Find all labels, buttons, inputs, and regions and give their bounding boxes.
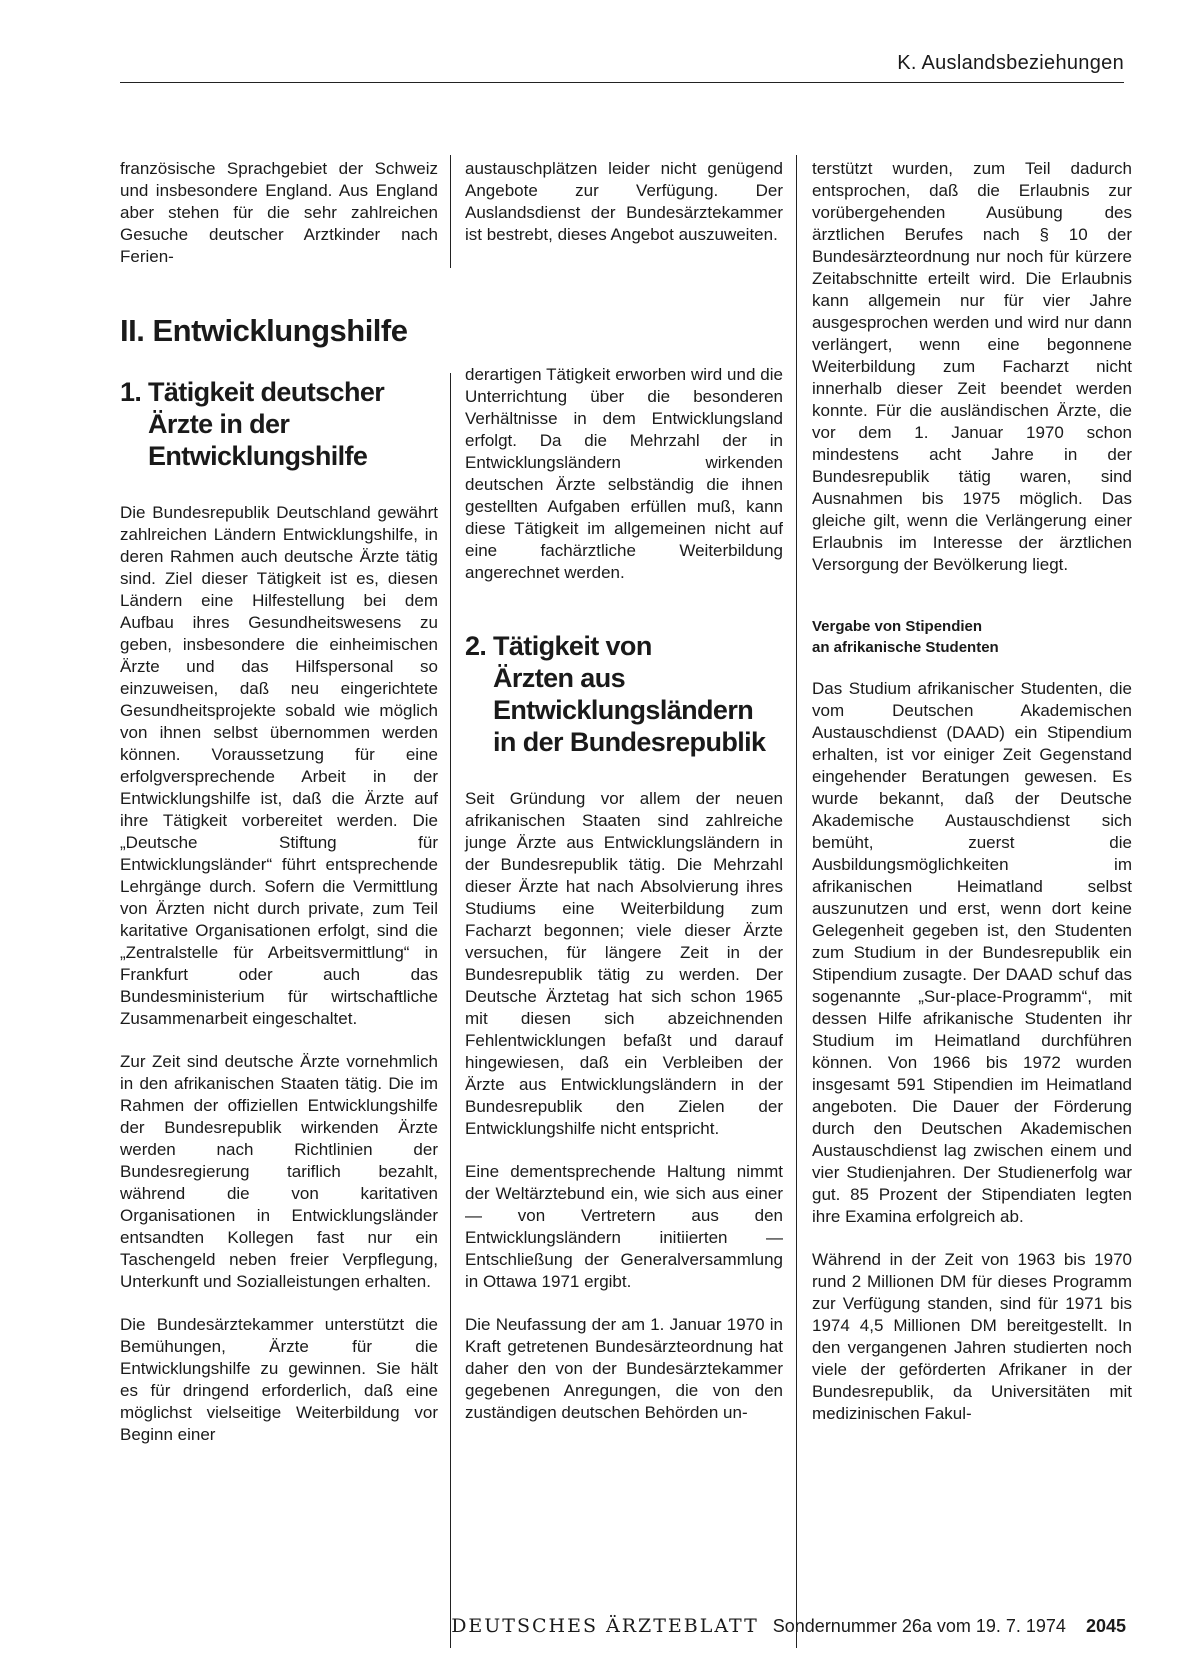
paragraph: Das Studium afrikanischer Studenten, die vom Deutschen Akademischen Austauschdienst (DAAD) ein Stipendium erhalten, ist vor einiger Zeit Gegenstand eingehender Beratungen gewesen. Es wurde bekannt, daß der Deutsche Akademische Austauschdienst sich bemüht, zuerst die Ausbildungsmöglichkeiten im afrikanischen Heimatland selbst auszunutzen und erst, wenn dort keine Gelegenheit gegeben ist, den Studenten zum Studium in der Bundesrepublik ein Stipendium zusagte. Der DAAD schuf das sogenannte „Sur-place-Programm“, mit dessen Hilfe afrikanische Studenten ihr Studium im Heimatland durchführen können. Von 1966 bis 1972 wurden insgesamt 591 Stipendien im Heimatland angeboten. Die Dauer der Förderung durch den Deutschen Akademischen Austauschdienst lag zwischen einem und vier Studienjahren. Der Studienerfolg war gut. 85 Prozent der Stipendiaten legten ihre Examina erfolgreich ab. bbox=[812, 679, 1132, 1226]
paragraph: Die Bundesärztekammer unterstützt die Bemühungen, Ärzte für die Entwicklungshilfe zu gewinnen. Sie hält es für dringend erforderlich, daß eine möglichst vielseitige Weiterbildung vor Beginn einer bbox=[120, 1315, 438, 1444]
subsection-heading-line: Entwicklungshilfe bbox=[148, 441, 368, 471]
column-rule-left-upper bbox=[450, 155, 451, 268]
column-1 bbox=[120, 158, 438, 1467]
running-head: K. Auslandsbeziehungen bbox=[897, 52, 1124, 74]
subheading bbox=[812, 616, 1132, 658]
section-heading: II. Entwicklungshilfe bbox=[120, 313, 408, 348]
header-rule bbox=[120, 82, 1124, 83]
paragraph: Zur Zeit sind deutsche Ärzte vornehmlich in den afrikanischen Staaten tätig. Die im Rahmen der offiziellen Entwicklungshilfe der Bundesrepublik wirkenden Ärzte werden nach Richtlinien der Bundesregierung tariflich bezahlt, während die von karitativen Organisationen in Entwicklungsländer entsandten Kollegen fast nur ein Taschengeld neben freier Verpflegung, Unterkunft und Sozialleistungen erhalten. bbox=[120, 1052, 438, 1291]
column-rule-left-lower bbox=[450, 373, 451, 1648]
column-rule-right bbox=[796, 155, 797, 1648]
paragraph: Eine dementsprechende Haltung nimmt der Weltärztebund ein, wie sich aus einer — von Vertretern aus den Entwicklungsländern initiierten — Entschließung der Generalversammlung in Ottawa 1971 ergibt. bbox=[465, 1162, 783, 1291]
column-2 bbox=[465, 158, 783, 1445]
subsection-heading-line: Entwicklungsländern bbox=[493, 695, 754, 725]
subsection-heading-line: in der Bundesrepublik bbox=[493, 727, 766, 757]
paragraph: Seit Gründung vor allem der neuen afrikanischen Staaten sind zahlreiche junge Ärzte aus Entwicklungsländern in der Bundesrepublik tätig. Die Mehrzahl dieser Ärzte hat nach Absolvierung ihres Studiums eine Weiterbildung zum Facharzt begonnen; viele dieser Ärzte versuchen, für längere Zeit in der Bundesrepublik tätig zu werden. Der Deutsche Ärztetag hat sich schon 1965 mit diesen sich abzeichnenden Fehlentwicklungen befaßt und darauf hingewiesen, daß ein Verbleiben der Ärzte aus Entwicklungsländern in der Bundesrepublik den Zielen der Entwicklungshilfe nicht entspricht. bbox=[465, 789, 783, 1138]
paragraph: Die Neufassung der am 1. Januar 1970 in Kraft getretenen Bundesärzteordnung hat daher den von der Bundesärztekammer gegebenen Anregungen, die von den zuständigen deutschen Behörden un- bbox=[465, 1315, 783, 1422]
subsection-heading-line: Ärzte in der bbox=[148, 409, 290, 439]
journal-name: DEUTSCHES ÄRZTEBLATT bbox=[451, 1615, 759, 1637]
subsection-heading-line: Tätigkeit von bbox=[493, 631, 652, 661]
subsection-heading bbox=[120, 376, 438, 472]
paragraph: derartigen Tätigkeit erworben wird und die Unterrichtung über die besonderen Verhältnisse in dem Entwicklungsland erfolgt. Da die Mehrzahl der in Entwicklungsländern wirkenden deutschen Ärzte selbständig die ihnen gestellten Aufgaben erfüllen muß, kann diese Tätigkeit im allgemeinen nicht auf eine fachärztliche Weiterbildung angerechnet werden. bbox=[465, 365, 783, 582]
paragraph: Während in der Zeit von 1963 bis 1970 rund 2 Millionen DM für dieses Programm zur Verfügung standen, sind für 1971 bis 1974 4,5 Millionen DM bereitgestellt. In den vergangenen Jahren studierten noch viele der geförderten Afrikaner in der Bundesrepublik, da Universitäten mit medizinischen Fakul- bbox=[812, 1250, 1132, 1423]
column-3 bbox=[812, 158, 1132, 1446]
subheading-line: an afrikanische Studenten bbox=[812, 639, 999, 656]
paragraph: terstützt wurden, zum Teil dadurch entsprochen, daß die Erlaubnis zur vorübergehenden Ausübung des ärztlichen Berufes nach § 10 der Bundesärzteordnung nur noch für kürzere Zeitabschnitte erteilt wird. Die Erlaubnis kann allgemein nur für vier Jahre ausgesprochen werden und wird nur dann verlängert, wenn eine begonnene Weiterbildung zum Facharzt nicht innerhalb dieser Zeit beendet werden konnte. Für die ausländischen Ärzte, die vor dem 1. Januar 1970 schon mindestens acht Jahre in der Bundesrepublik tätig waren, sind Ausnahmen bis 1975 möglich. Das gleiche gilt, wenn die Verlängerung einer Erlaubnis im Interesse der ärztlichen Versorgung der Bevölkerung liegt. bbox=[812, 159, 1132, 574]
subsection-heading bbox=[465, 630, 783, 758]
subsection-number: 2. bbox=[465, 631, 487, 661]
subsection-heading-line: Tätigkeit deutscher bbox=[148, 377, 385, 407]
page-footer bbox=[0, 1615, 1126, 1637]
paragraph: französische Sprachgebiet der Schweiz und insbesondere England. Aus England aber stehen für die sehr zahlreichen Gesuche deutscher Arztkinder nach Ferien- bbox=[120, 159, 438, 266]
issue-info: Sondernummer 26a vom 19. 7. 1974 bbox=[772, 1616, 1066, 1636]
paragraph: Die Bundesrepublik Deutschland gewährt zahlreichen Ländern Entwicklungshilfe, in deren Rahmen auch deutsche Ärzte tätig sind. Ziel dieser Tätigkeit ist es, diesen Ländern eine Hilfestellung bei dem Aufbau ihres Gesundheitswesens zu geben, insbesondere die einheimischen Ärzte und das Hilfspersonal so einzuweisen, daß neu eingerichtete Gesundheitsprojekte sobald wie möglich von ihnen selbst übernommen werden können. Voraussetzung für eine erfolgversprechende Arbeit in der Entwicklungshilfe ist, daß die Ärzte auf ihre Tätigkeit vorbereitet werden. Die „Deutsche Stiftung für Entwicklungsländer“ führt entsprechende Lehrgänge durch. Sofern die Vermittlung von Ärzten nicht durch private, zum Teil karitative Organisationen erfolgt, sind die „Zentralstelle für Arbeitsvermittlung“ in Frankfurt oder auch das Bundesministerium für wirtschaftliche Zusammenarbeit eingeschaltet. bbox=[120, 503, 438, 1028]
paragraph: austauschplätzen leider nicht genügend Angebote zur Verfügung. Der Auslandsdienst der Bundesärztekammer ist bestrebt, dieses Angebot auszuweiten. bbox=[465, 159, 783, 244]
subsection-heading-line: Ärzten aus bbox=[493, 663, 626, 693]
subheading-line: Vergabe von Stipendien bbox=[812, 618, 983, 635]
subsection-number: 1. bbox=[120, 377, 142, 407]
page-number: 2045 bbox=[1085, 1616, 1126, 1636]
